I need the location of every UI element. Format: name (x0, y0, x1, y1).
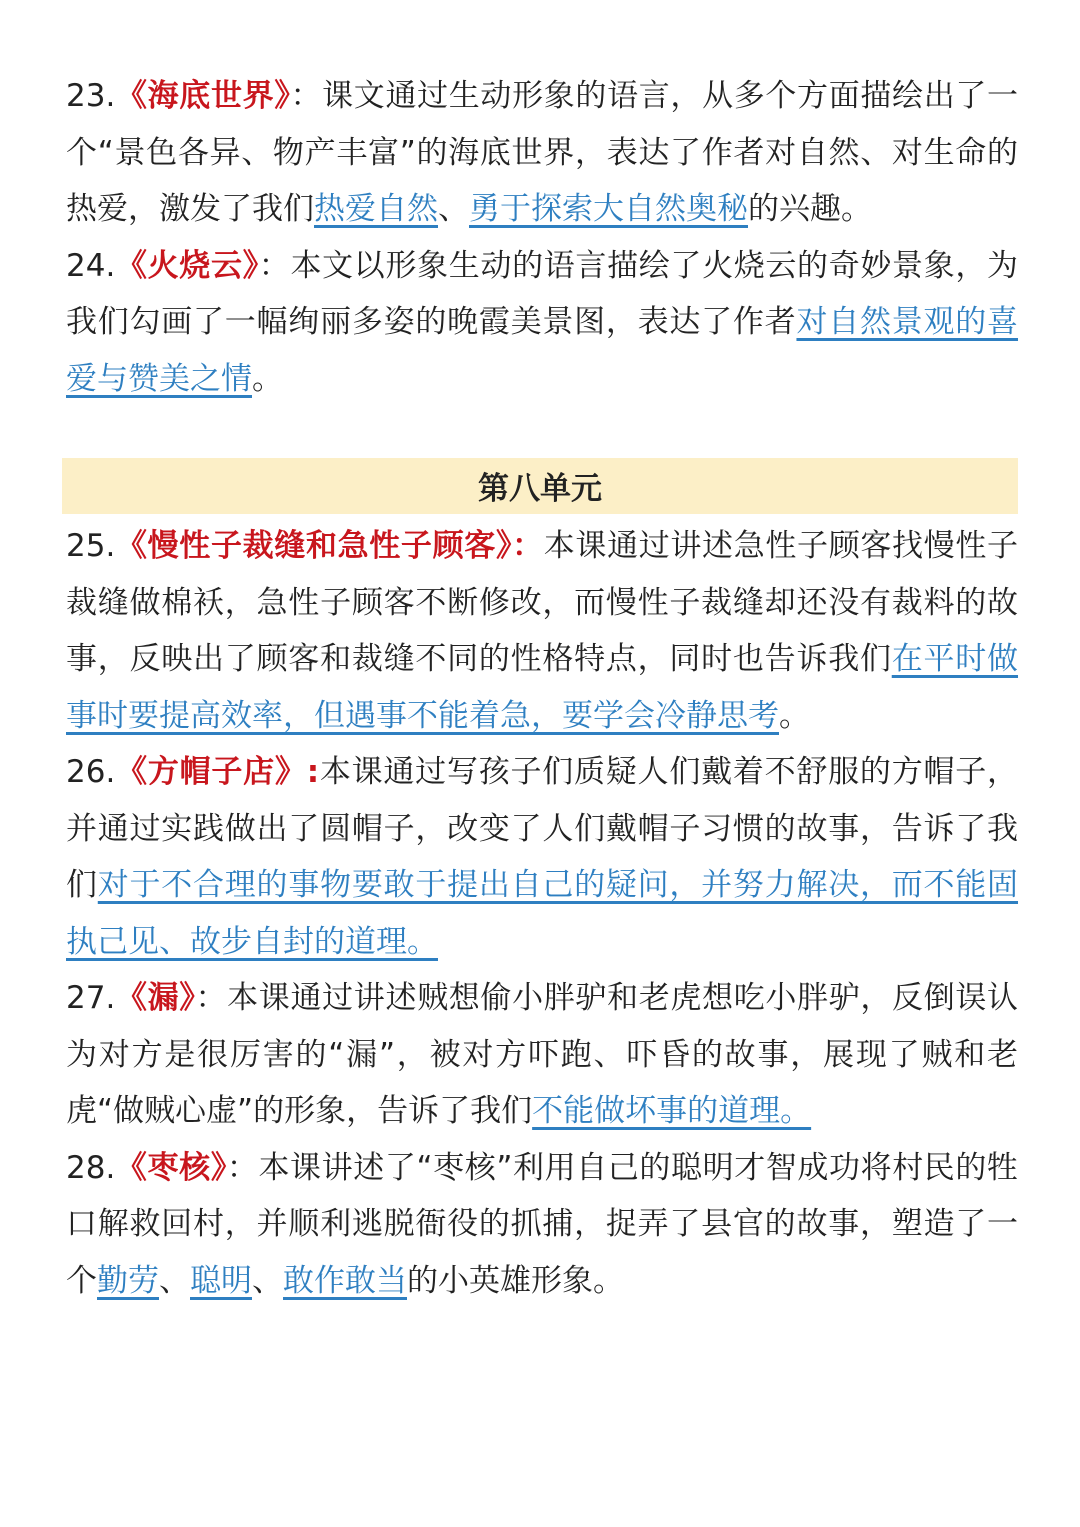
lesson-number: 26. (66, 754, 116, 790)
lesson-text: 本课通过讲述贼想偷小胖驴和老虎想吃小胖驴，反倒误认为对方是很厉害的“漏”，被对方吓跑、吓昏的故事，展现了贼和老虎“做贼心虚”的形象，告诉了我们 (66, 980, 1019, 1129)
key-phrase: 不能做坏事的道理。 (532, 1093, 812, 1129)
lesson-entry-23 (66, 68, 1018, 238)
section-title: 第八单元 (478, 471, 602, 507)
separator: ： (258, 247, 291, 284)
lesson-title: 《方帽子店》 (115, 754, 307, 790)
lesson-number: 28. (66, 1149, 116, 1186)
separator: ： (226, 1149, 259, 1186)
separator: ： (512, 528, 544, 564)
lesson-text: 。 (779, 697, 810, 734)
lesson-text: 的兴趣。 (748, 191, 872, 227)
lesson-text: 、 (252, 1262, 283, 1299)
lesson-text: 、 (159, 1262, 190, 1299)
key-phrase: 勇于探索大自然奥秘 (469, 191, 748, 227)
lesson-number: 25. (66, 528, 116, 564)
lesson-entry-26 (66, 744, 1018, 970)
separator: ： (195, 980, 228, 1016)
lesson-entry-28 (66, 1140, 1018, 1310)
key-phrase: 在平时做事时要提高效率，但遇事不能着急，要学会冷静思考 (66, 641, 1019, 734)
unit-7-summaries (66, 68, 1018, 407)
lesson-number: 27. (66, 980, 116, 1016)
separator: ： (290, 78, 323, 114)
lesson-text: 本课讲述了“枣核”利用自己的聪明才智成功将村民的牲口解救回村，并顺利逃脱衙役的抓捕，捉弄了县官的故事，塑造了一个 (66, 1149, 1019, 1299)
lesson-text: 本课通过讲述急性子顾客找慢性子裁缝做棉袄，急性子顾客不断修改，而慢性子裁缝却还没有裁料的故事，反映出了顾客和裁缝不同的性格特点，同时也告诉我们 (66, 528, 1019, 677)
lesson-text: 、 (438, 191, 469, 227)
section-header (62, 458, 1018, 514)
lesson-number: 24. (66, 247, 116, 284)
lesson-text: 。 (252, 360, 283, 397)
lesson-text: 课文通过生动形象的语言，从多个方面描绘出了一个“景色各异、物产丰富”的海底世界，表达了作者对自然、对生命的热爱，激发了我们 (66, 78, 1019, 227)
separator: : (306, 754, 320, 790)
key-phrase: 勤劳 (97, 1262, 159, 1299)
key-phrase: 聪明 (190, 1262, 252, 1299)
lesson-text: 本课通过写孩子们质疑人们戴着不舒服的方帽子，并通过实践做出了圆帽子，改变了人们戴帽子习惯的故事，告诉了我们 (66, 754, 1019, 903)
key-phrase: 对于不合理的事物要敢于提出自己的疑问，并努力解决，而不能固执己见、故步自封的道理。 (66, 867, 1019, 960)
key-phrase: 热爱自然 (314, 191, 438, 227)
lesson-title: 《枣核》 (115, 1149, 227, 1186)
lesson-title: 《漏》 (115, 980, 196, 1016)
lesson-entry-24 (66, 238, 1018, 408)
lesson-title: 《海底世界》 (115, 78, 291, 114)
key-phrase: 敢作敢当 (283, 1262, 407, 1299)
lesson-text: 本文以形象生动的语言描绘了火烧云的奇妙景象，为我们勾画了一幅绚丽多姿的晚霞美景图，表达了作者 (66, 247, 1019, 340)
lesson-entry-25 (66, 518, 1018, 744)
lesson-title: 《火烧云》 (115, 247, 259, 284)
key-phrase: 对自然景观的喜爱与赞美之情 (66, 304, 1019, 397)
lesson-entry-27 (66, 970, 1018, 1140)
lesson-number: 23. (66, 78, 116, 114)
lesson-title: 《慢性子裁缝和急性子顾客》 (115, 528, 513, 564)
lesson-text: 的小英雄形象。 (407, 1262, 624, 1299)
unit-8-summaries (66, 518, 1018, 1309)
